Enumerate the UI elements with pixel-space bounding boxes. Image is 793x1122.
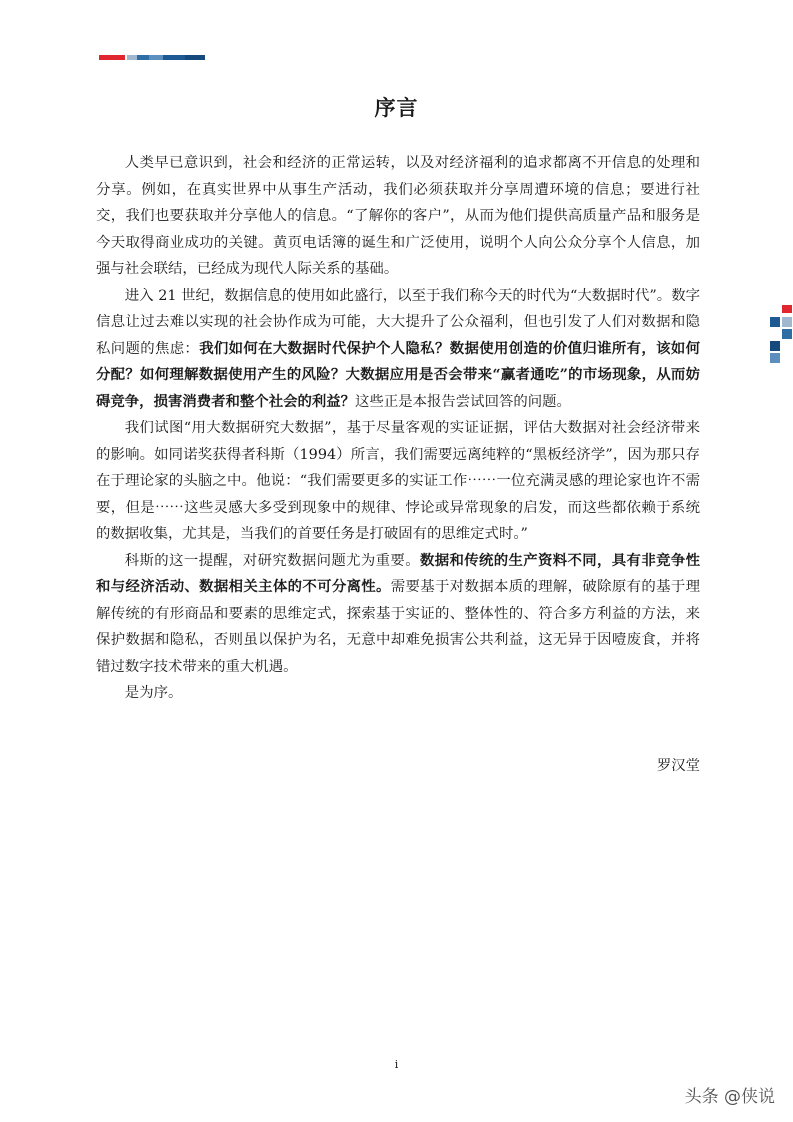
text-run: 这些正是本报告尝试回答的问题。 xyxy=(355,393,571,410)
page-number: i xyxy=(394,1058,399,1071)
watermark-text: 头条 @侠说 xyxy=(684,1087,775,1107)
paragraph xyxy=(96,415,700,548)
side-decoration-blue-block xyxy=(782,329,792,339)
text-run: 科斯的这一提醒，对研究数据问题尤为重要。 xyxy=(124,552,420,569)
text-run: 进入 21 世纪，数据信息的使用如此盛行，以至于我们称今天的时代为“大数据时代”。数字信息让过去难以实现的社会协作成为可能，大大提升了公众福利，但也引发了人们对数据和隐私问题的焦虑： xyxy=(96,287,700,357)
header-bar-blue-segment xyxy=(137,55,149,60)
side-decoration-light-block xyxy=(782,317,792,327)
paragraph xyxy=(96,680,700,707)
header-bar-blue-segment xyxy=(127,55,137,60)
side-decoration-blue-block xyxy=(770,341,780,351)
paragraph xyxy=(96,150,700,283)
document-body xyxy=(96,150,700,707)
text-run: 是为序。 xyxy=(124,685,183,701)
text-run: 我们试图“用大数据研究大数据”，基于尽量客观的实证证据，评估大数据对社会经济带来的影响。如同诺奖获得者科斯（1994）所言，我们需要远离纯粹的“黑板经济学”，因为那只存在于理论家的头脑之中。他说：“我们需要更多的实证工作⋯⋯一位充满灵感的理论家也许不需要，但是⋯⋯这些灵感大多受到现象中的规律、悖论或异常现象的启发，而这些都依赖于系统的数据收集，尤其是，当我们的首要任务是打破固有的思维定式时。” xyxy=(96,420,700,542)
side-decoration-red-block xyxy=(782,305,792,313)
paragraph xyxy=(96,548,700,681)
text-run: 人类早已意识到，社会和经济的正常运转，以及对经济福利的追求都离不开信息的处理和分享。例如，在真实世界中从事生产活动，我们必须获取并分享周遭环境的信息；要进行社交，我们也要获取并分享他人的信息。“了解你的客户”，从而为他们提供高质量产品和服务是今天取得商业成功的关键。黄页电话簿的诞生和广泛使用，说明个人向公众分享个人信息，加强与社会联结，已经成为现代人际关系的基础。 xyxy=(96,155,700,277)
bold-text-run: 我们如何在大数据时代保护个人隐私？数据使用创造的价值归谁所有，该如何分配？如何理解数据使用产生的风险？大数据应用是否会带来“赢者通吃”的市场现象，从而妨碍竞争，损害消费者和整个社会的利益？ xyxy=(96,339,700,410)
side-decoration-blue-block xyxy=(770,353,780,363)
bold-text-run: 数据和传统的生产资料不同，具有非竞争性和与经济活动、数据相关主体的不可分离性。 xyxy=(96,551,700,595)
header-color-bar xyxy=(99,55,205,60)
header-bar-blue-segment xyxy=(185,55,205,60)
header-bar-blue-segment xyxy=(163,55,185,60)
header-bar-red-segment xyxy=(99,55,125,60)
side-decoration-blue-block xyxy=(770,317,780,327)
side-decoration xyxy=(770,305,793,365)
page-title: 序言 xyxy=(374,95,419,120)
text-run: 需要基于对数据本质的理解，破除原有的基于理解传统的有形商品和要素的思维定式，探索基于实证的、整体性的、符合多方利益的方法，来保护数据和隐私，否则虽以保护为名，无意中却难免损害公共利益，这无异于因噎废食，并将错过数字技术带来的重大机遇。 xyxy=(96,579,700,675)
paragraph xyxy=(96,283,700,416)
header-bar-blue-segment xyxy=(149,55,163,60)
author-signature: 罗汉堂 xyxy=(656,758,700,774)
